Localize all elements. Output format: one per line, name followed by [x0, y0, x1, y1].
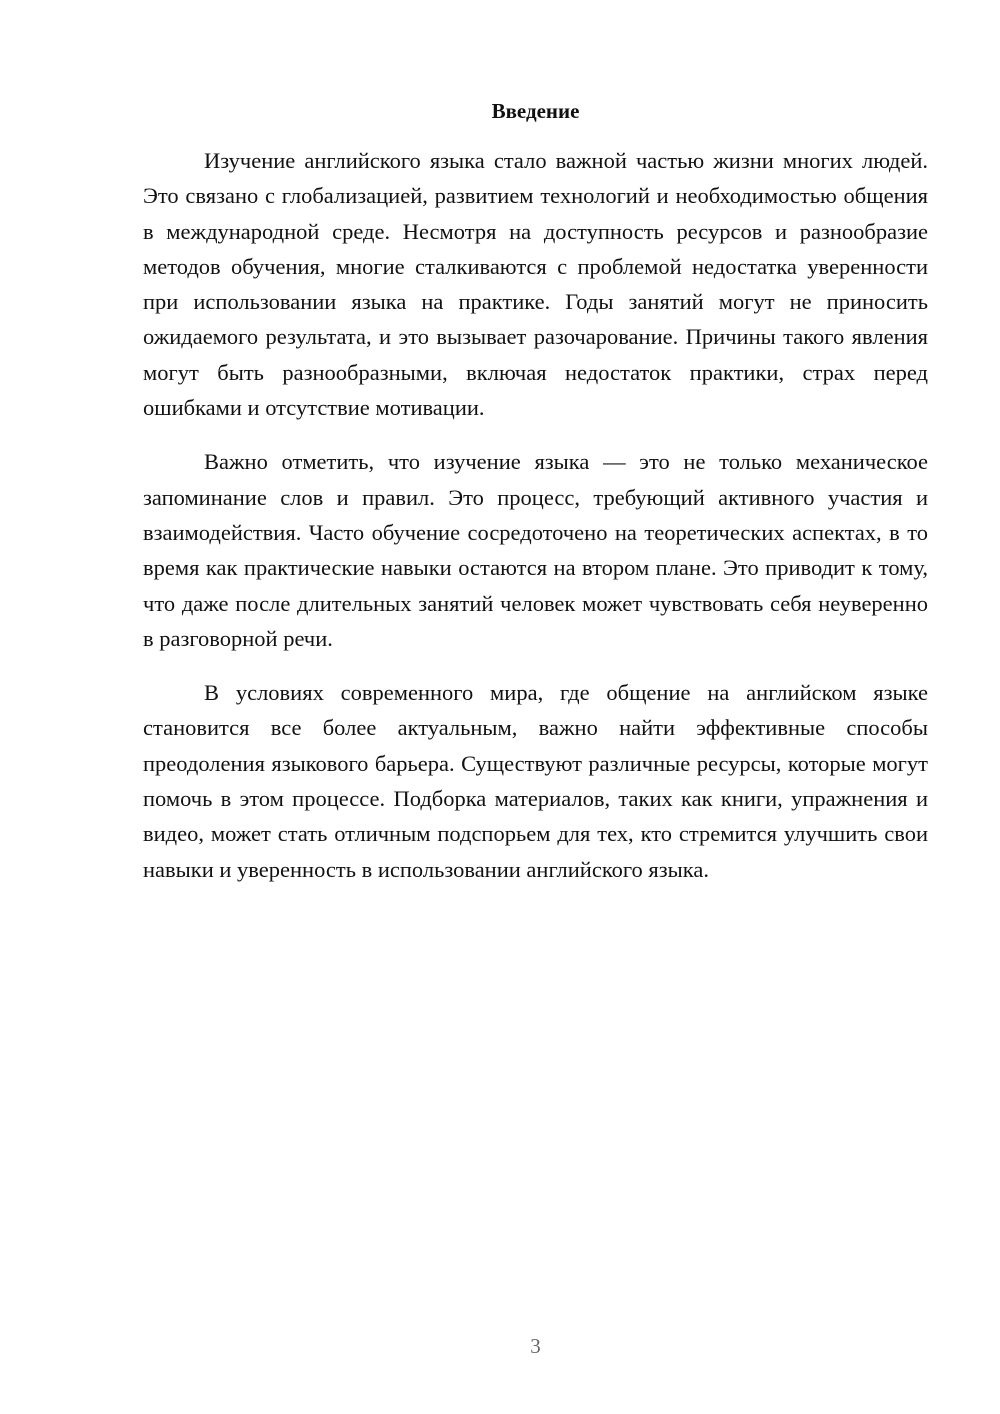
paragraph-3: В условиях современного мира, где общение на английском языке становится все более актуальным, важно найти эффективные способы преодоления языкового барьера. Существуют различные ресурсы, которые могут помочь в этом процессе. Подборка материалов, таких как книги, упражнения и видео, может стать отличным подспорьем для тех, кто стремится улучшить свои навыки и уверенность в использовании английского языка. [143, 680, 928, 882]
section-heading: Введение [491, 99, 580, 123]
body-text [143, 143, 928, 906]
page-number: 3 [530, 1334, 541, 1358]
paragraph-1: Изучение английского языка стало важной частью жизни многих людей. Это связано с глобализацией, развитием технологий и необходимостью общения в международной среде. Несмотря на доступность ресурсов и разнообразие методов обучения, многие сталкиваются с проблемой недостатка уверенности при использовании языка на практике. Годы занятий могут не приносить ожидаемого результата, и это вызывает разочарование. Причины такого явления могут быть разнообразными, включая недостаток практики, страх перед ошибками и отсутствие мотивации. [143, 148, 928, 421]
paragraph-2: Важно отметить, что изучение языка — это не только механическое запоминание слов и правил. Это процесс, требующий активного участия и взаимодействия. Часто обучение сосредоточено на теоретических аспектах, в то время как практические навыки остаются на втором плане. Это приводит к тому, что даже после длительных занятий человек может чувствовать себя неуверенно в разговорной речи. [143, 449, 928, 651]
